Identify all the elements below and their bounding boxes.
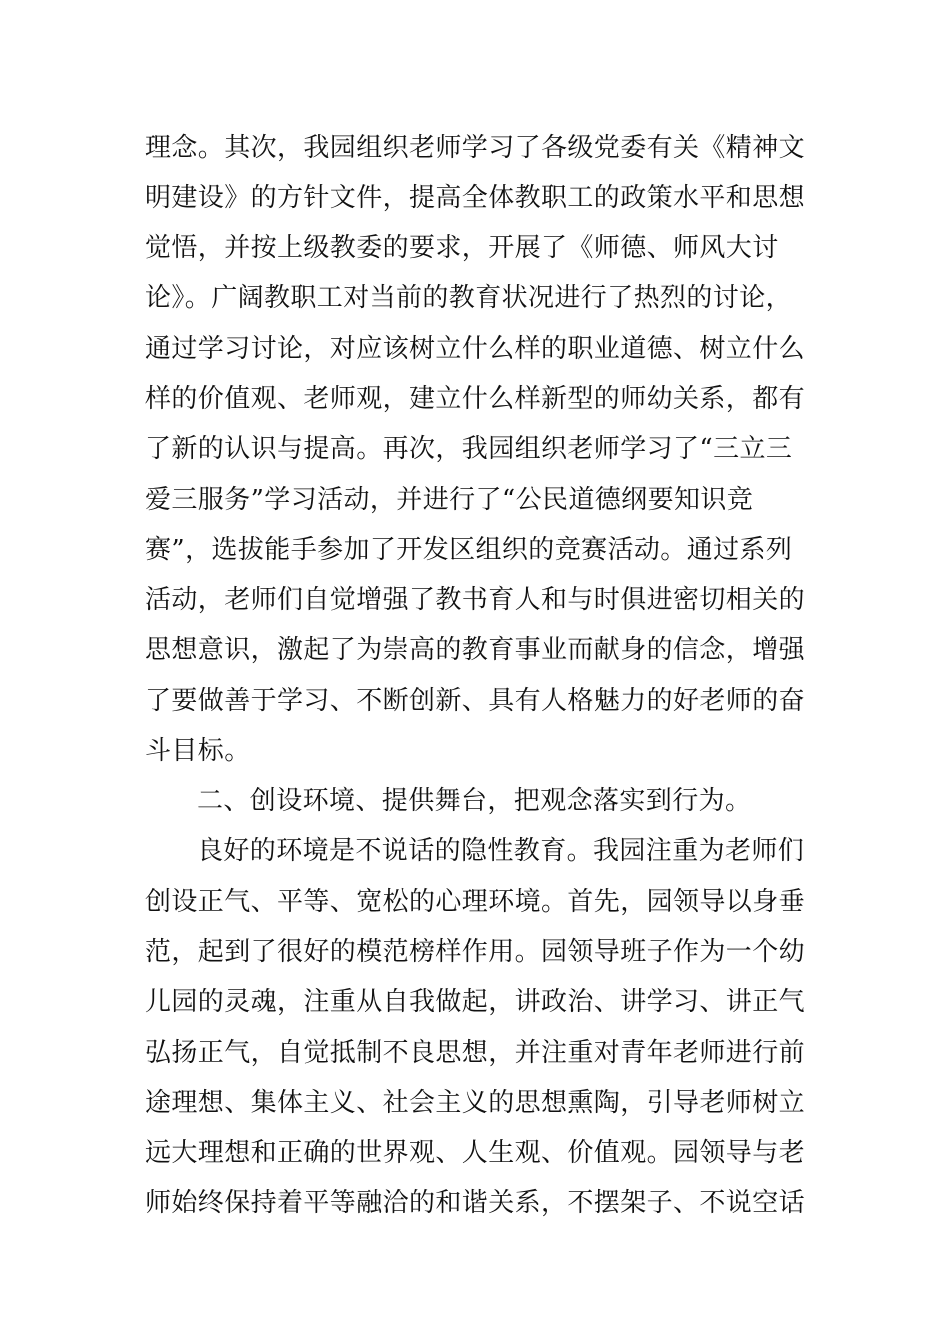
text-line: 良好的环境是不说话的隐性教育。我园注重为老师们 <box>197 836 805 866</box>
text-line: 思想意识，激起了为崇高的教育事业而献身的信念，增强 <box>145 635 806 665</box>
text-line: 论》。广阔教职工对当前的教育状况进行了热烈的讨论， <box>145 283 793 313</box>
text-line: 了要做善于学习、不断创新、具有人格魅力的好老师的奋 <box>145 686 806 716</box>
text-line: 觉悟，并按上级教委的要求，开展了《师德、师风大讨 <box>145 233 779 263</box>
text-line: 赛”，选拔能手参加了开发区组织的竞赛活动。通过系列 <box>145 535 793 565</box>
text-line: 爱三服务”学习活动，并进行了“公民道德纲要知识竞 <box>145 485 754 515</box>
section-heading: 二、创设环境、提供舞台，把观念落实到行为。 <box>197 786 752 816</box>
text-line: 师始终保持着平等融洽的和谐关系，不摆架子、不说空话 <box>145 1188 806 1218</box>
text-line: 创设正气、平等、宽松的心理环境。首先，园领导以身垂 <box>145 887 806 917</box>
text-line: 明建设》的方针文件，提高全体教职工的政策水平和思想 <box>145 183 806 213</box>
text-line: 活动，老师们自觉增强了教书育人和与时俱进密切相关的 <box>145 585 806 615</box>
text-line: 途理想、集体主义、社会主义的思想熏陶，引导老师树立 <box>145 1088 806 1118</box>
text-line: 通过学习讨论，对应该树立什么样的职业道德、树立什么 <box>145 334 806 364</box>
text-line: 理念。其次，我园组织老师学习了各级党委有关《精神文 <box>145 133 806 163</box>
text-line: 了新的认识与提高。再次，我园组织老师学习了“三立三 <box>145 434 793 464</box>
text-line: 范，起到了很好的模范榜样作用。园领导班子作为一个幼 <box>145 937 806 967</box>
text-line: 样的价值观、老师观，建立什么样新型的师幼关系，都有 <box>145 384 806 414</box>
text-line: 远大理想和正确的世界观、人生观、价值观。园领导与老 <box>145 1138 806 1168</box>
text-line: 儿园的灵魂，注重从自我做起，讲政治、讲学习、讲正气 <box>145 987 806 1017</box>
text-line: 弘扬正气，自觉抵制不良思想，并注重对青年老师进行前 <box>145 1038 806 1068</box>
text-line: 斗目标。 <box>145 736 251 766</box>
